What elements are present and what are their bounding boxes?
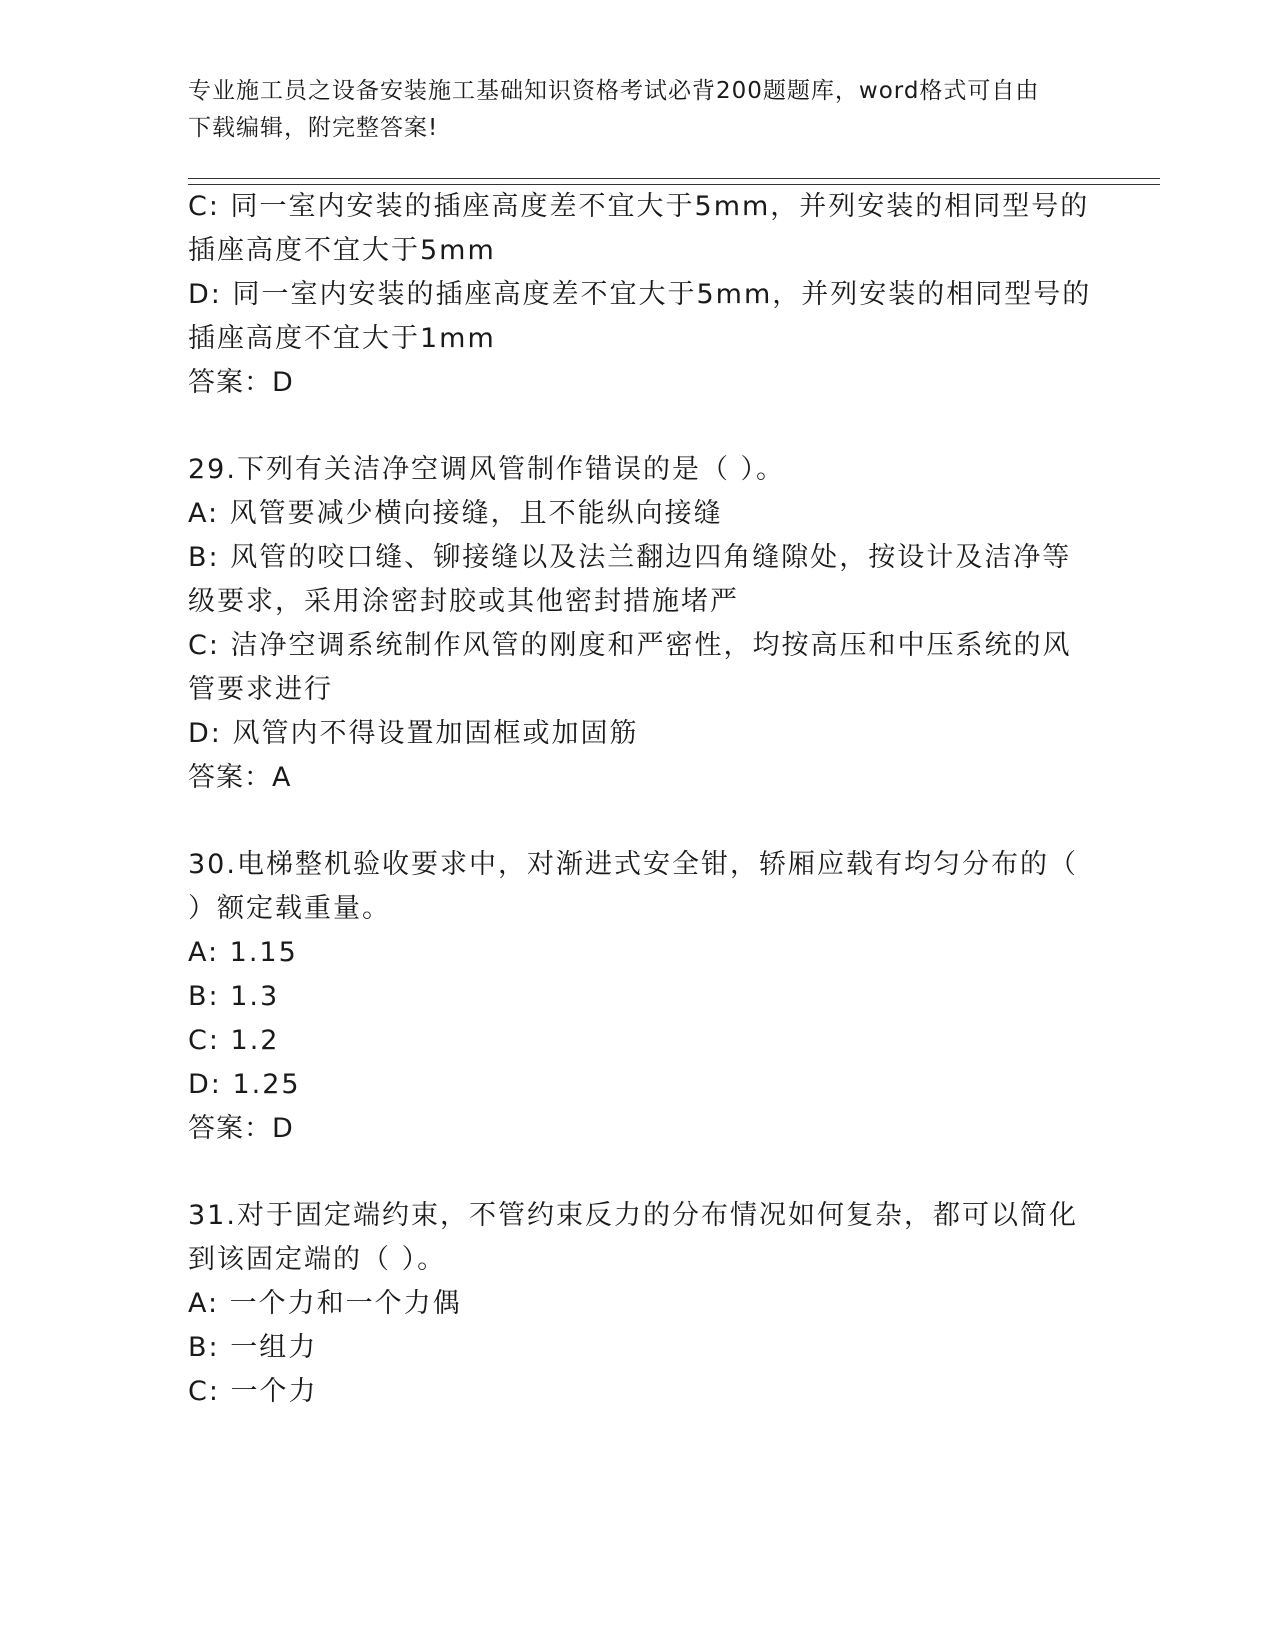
q29-answer: 答案：A [188, 762, 292, 793]
q28-option-c-line-1: C: 同一室内安装的插座高度差不宜大于5mm，并列安装的相同型号的 [188, 191, 1090, 222]
q29-question: 29.下列有关洁净空调风管制作错误的是（ ）。 [188, 454, 786, 485]
q30-question-line-1: 30.电梯整机验收要求中，对渐进式安全钳，轿厢应载有均匀分布的（ [188, 849, 1078, 880]
q29-option-b-line-2: 级要求，采用涂密封胶或其他密封措施堵严 [188, 586, 739, 617]
q29-option-d: D: 风管内不得设置加固框或加固筋 [188, 718, 639, 749]
q28-option-c-line-2: 插座高度不宜大于5mm [188, 235, 496, 266]
q31-option-a: A: 一个力和一个力偶 [188, 1288, 462, 1319]
q28-option-d-line-2: 插座高度不宜大于1mm [188, 323, 496, 354]
header-line-2: 下载编辑，附完整答案! [188, 115, 439, 141]
q31-option-b: B: 一组力 [188, 1332, 318, 1363]
header-line-1: 专业施工员之设备安装施工基础知识资格考试必背200题题库，word格式可自由 [188, 78, 1040, 104]
q29-option-b-line-1: B: 风管的咬口缝、铆接缝以及法兰翻边四角缝隙处，按设计及洁净等 [188, 542, 1072, 573]
q30-option-a: A: 1.15 [188, 937, 298, 968]
q29-option-a: A: 风管要减少横向接缝，且不能纵向接缝 [188, 498, 723, 529]
q30-question-line-2: ）额定载重量。 [188, 893, 391, 924]
q31-option-c: C: 一个力 [188, 1376, 318, 1407]
q29-option-c-line-2: 管要求进行 [188, 674, 333, 705]
q29-option-c-line-1: C: 洁净空调系统制作风管的刚度和严密性，均按高压和中压系统的风 [188, 630, 1072, 661]
header-divider-top [188, 178, 1160, 179]
q30-option-d: D: 1.25 [188, 1069, 301, 1100]
q30-answer: 答案：D [188, 1113, 294, 1144]
q31-question-line-1: 31.对于固定端约束，不管约束反力的分布情况如何复杂，都可以简化 [188, 1200, 1078, 1231]
document-header [188, 73, 1068, 147]
header-divider-bottom [188, 184, 1160, 185]
q28-option-d-line-1: D: 同一室内安装的插座高度差不宜大于5mm，并列安装的相同型号的 [188, 279, 1092, 310]
q31-question-line-2: 到该固定端的（ ）。 [188, 1244, 447, 1275]
q30-option-b: B: 1.3 [188, 981, 280, 1012]
q30-option-c: C: 1.2 [188, 1025, 280, 1056]
q28-answer: 答案：D [188, 367, 294, 398]
